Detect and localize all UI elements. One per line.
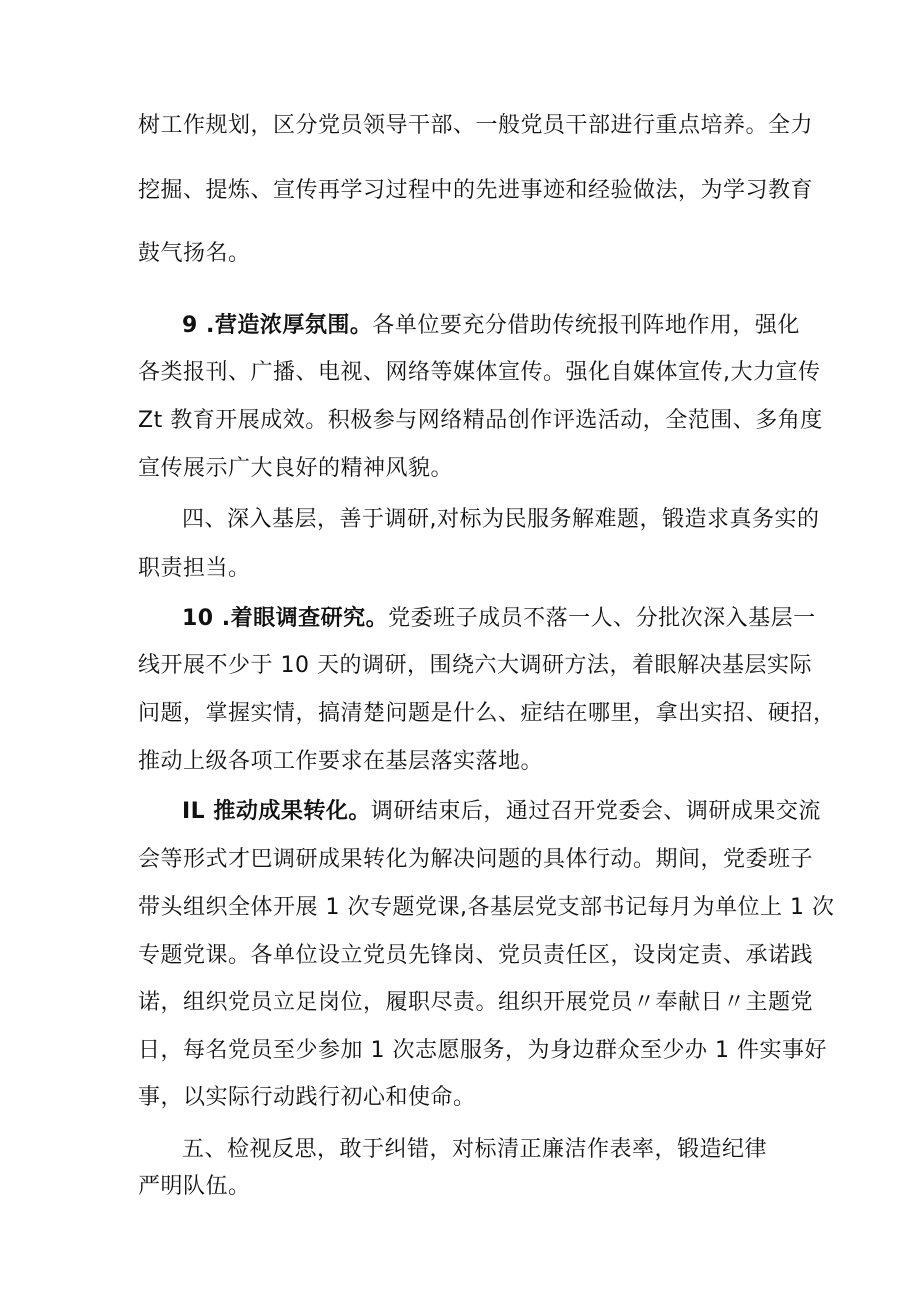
- text-span: 党委班子成员不落一人、分批次深入基层一: [388, 606, 816, 631]
- text-line: 挖掘、提炼、宣传再学习过程中的先进事迹和经验做法，为学习教育: [138, 178, 814, 203]
- text-line: 职责担当。: [138, 556, 251, 581]
- text-line: 线开展不少于 10 天的调研，围绕六大调研方法，着眼解决基层实际: [138, 653, 812, 678]
- text-line: Zt 教育开展成效。积极参与网络精品创作评选活动，全范围、多角度: [138, 408, 823, 433]
- text-line: 推动上级各项工作要求在基层落实落地。: [138, 749, 544, 774]
- text-line: 宣传展示广大良好的精神风貌。: [138, 456, 454, 481]
- text-line: 问题，掌握实情，搞清楚问题是什么、症结在哪里，拿出实招、硬招，: [138, 701, 836, 726]
- section-heading-11: IL 推动成果转化。: [182, 799, 371, 824]
- text-line: 鼓气扬名。: [138, 241, 251, 266]
- section-title-4: 四、深入基层，善于调研,对标为民服务解难题，锻造求真务实的: [182, 507, 820, 532]
- text-line: 各类报刊、广播、电视、网络等媒体宣传。强化自媒体宣传,大力宣传: [138, 360, 821, 385]
- text-span: 各单位要充分借助传统报刊阵地作用，强化: [372, 313, 800, 338]
- text-line: 带头组织全体开展 1 次专题党课,各基层党支部书记每月为单位上 1 次: [138, 895, 835, 920]
- section-heading-9: 9 .营造浓厚氛围。: [182, 313, 373, 338]
- text-span: 调研结束后，通过召开党委会、调研成果交流: [370, 799, 821, 824]
- text-line: 事，以实际行动践行初心和使命。: [138, 1085, 476, 1110]
- text-line: 树工作规划，区分党员领导干部、一般党员干部进行重点培养。全力: [138, 113, 814, 138]
- section-heading-10: 10 .着眼调查研究。: [182, 606, 389, 631]
- paragraph-line-with-heading: [182, 797, 821, 827]
- text-line: 诺，组织党员立足岗位，履职尽责。组织开展党员〃奉献日〃主题党: [138, 990, 814, 1015]
- text-line: 日，每名党员至少参加 1 次志愿服务，为身边群众至少办 1 件实事好: [138, 1038, 827, 1063]
- text-line: 专题党课。各单位设立党员先锋岗、党员责任区，设岗定责、承诺践: [138, 943, 814, 968]
- paragraph-line-with-heading: [182, 311, 800, 341]
- text-line: 会等形式才巴调研成果转化为解决问题的具体行动。期间，党委班子: [138, 847, 814, 872]
- paragraph-line-with-heading: [182, 604, 816, 634]
- section-title-5: 五、检视反思，敢于纠错，对标清正廉洁作表率，锻造纪律: [182, 1137, 768, 1162]
- text-line: 严明队伍。: [138, 1174, 251, 1199]
